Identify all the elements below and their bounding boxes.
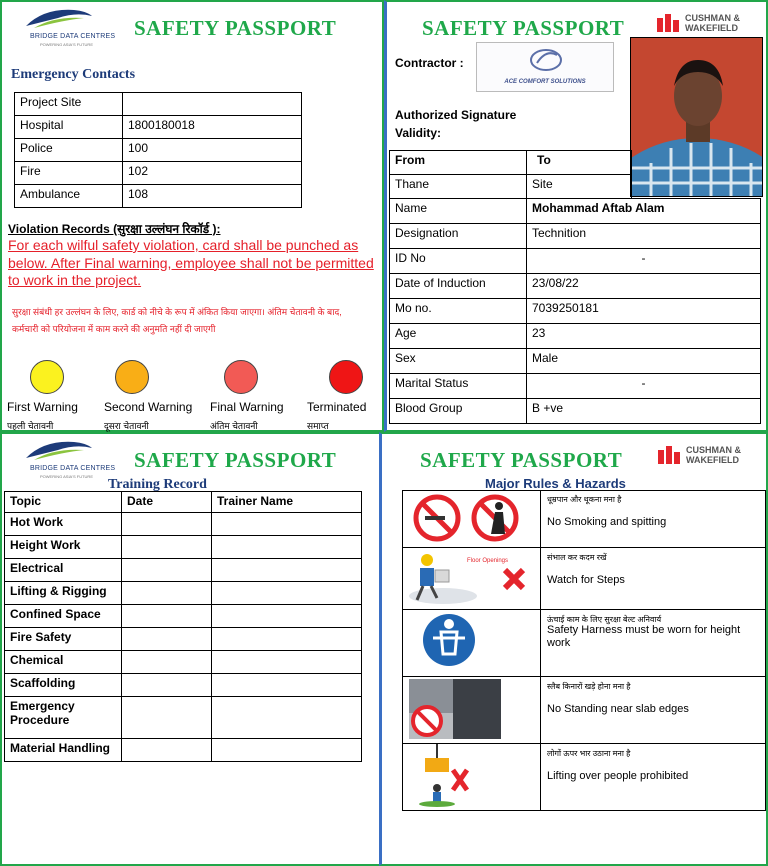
slab-edge-icon [403, 677, 541, 743]
svg-text:Floor Openings: Floor Openings [467, 558, 509, 564]
personal-label: Age [390, 324, 527, 349]
personal-panel [384, 0, 768, 432]
emergency-value: 100 [123, 139, 302, 162]
no-smoking-no-spitting-icon [403, 490, 541, 547]
rule-hindi: ऊंचाई काम के लिए सुरक्षा बेल्ट अनिवार्य [547, 615, 662, 624]
rule-hindi: लोगों ऊपर भार उठाना मना है [547, 749, 631, 758]
emergency-label: Ambulance [15, 185, 123, 208]
personal-row [390, 199, 761, 224]
training-topic: Confined Space [5, 605, 122, 628]
training-topic: Material Handling [5, 739, 122, 762]
rule-hindi: संभाल कर कदम रखें [547, 553, 607, 562]
warning-circle [115, 360, 149, 394]
emergency-label: Project Site [15, 93, 123, 116]
personal-label: Name [390, 199, 527, 224]
cushman-wakefield-logo: CUSHMAN & WAKEFIELD [658, 444, 750, 466]
warning-circle [329, 360, 363, 394]
training-date-cell[interactable] [122, 605, 212, 628]
training-trainer-cell[interactable] [212, 582, 362, 605]
training-trainer-cell[interactable] [212, 674, 362, 697]
training-topic: Fire Safety [5, 628, 122, 651]
emergency-row [15, 116, 302, 139]
violation-hindi: सुरक्षा संबंधी हर उल्लंघन के लिए, कार्ड को नीचे के रूप में अंकित किया जाएगा। अंतिम चेतावनी के बाद, कर्मचारी को परियोजना में काम करने की अनुमति नहीं दी जाएगी [12, 307, 342, 334]
training-heading: Training Record [108, 477, 207, 492]
rule-english: No Smoking and spitting [547, 516, 667, 528]
rule-row [402, 610, 766, 677]
personal-table [389, 150, 761, 424]
training-row [5, 697, 362, 739]
to-label: To [527, 151, 632, 175]
emergency-table [14, 92, 302, 208]
training-trainer-cell[interactable] [212, 697, 362, 739]
training-row [5, 674, 362, 697]
training-trainer-cell[interactable] [212, 628, 362, 651]
training-trainer-cell[interactable] [212, 651, 362, 674]
personal-label: ID No [390, 249, 527, 274]
validity-label: Validity: [395, 126, 442, 140]
from-value: Thane [390, 175, 527, 199]
training-row [5, 559, 362, 582]
rule-english: No Standing near slab edges [547, 703, 689, 715]
personal-value: Mohammad Aftab Alam [527, 199, 761, 224]
personal-row [390, 299, 761, 324]
training-row [5, 739, 362, 762]
personal-label: Sex [390, 349, 527, 374]
rule-row [402, 677, 766, 744]
warning-label: First Warning [7, 400, 78, 414]
training-row [5, 582, 362, 605]
training-date-cell[interactable] [122, 651, 212, 674]
authorized-signature-label: Authorized Signature [395, 108, 517, 122]
warning-hindi-label: समाप्त [307, 421, 329, 431]
personal-label: Designation [390, 224, 527, 249]
personal-value: Male [527, 349, 761, 374]
personal-value: 23/08/22 [527, 274, 761, 299]
rule-hindi: धूम्रपान और थूकना मना है [547, 495, 622, 504]
bdc-logo: BRIDGE DATA CENTRES POWERING ASIA'S FUTURE [16, 6, 106, 46]
violation-text: For each wilful safety violation, card shall be punched as below. After Final warning, employee shall not be permitted to work in the project. [8, 237, 374, 288]
floor-opening-icon [403, 548, 541, 609]
emergency-panel [0, 0, 384, 432]
training-table [4, 491, 362, 762]
emergency-row [15, 185, 302, 208]
training-topic: Height Work [5, 536, 122, 559]
personal-row [390, 274, 761, 299]
emergency-row [15, 162, 302, 185]
training-topic: Hot Work [5, 513, 122, 536]
training-trainer-cell[interactable] [212, 739, 362, 762]
personal-label: Blood Group [390, 399, 527, 424]
emergency-value: 102 [123, 162, 302, 185]
personal-value: B +ve [527, 399, 761, 424]
from-label: From [390, 151, 527, 175]
training-topic: Emergency Procedure [5, 697, 122, 739]
warning-hindi-label: अंतिम चेतावनी [210, 421, 258, 431]
emergency-label: Police [15, 139, 123, 162]
warning-circle [30, 360, 64, 394]
training-row [5, 513, 362, 536]
training-date-cell[interactable] [122, 559, 212, 582]
suspended-load-icon [403, 744, 541, 810]
rule-english: Watch for Steps [547, 574, 625, 586]
emergency-heading: Emergency Contacts [11, 67, 136, 82]
page-title: SAFETY PASSPORT [134, 16, 337, 40]
training-topic: Lifting & Rigging [5, 582, 122, 605]
rule-row [402, 548, 766, 610]
training-date-cell[interactable] [122, 513, 212, 536]
emergency-value [123, 93, 302, 116]
page-title: SAFETY PASSPORT [134, 448, 337, 472]
training-trainer-cell[interactable] [212, 536, 362, 559]
personal-row [390, 374, 761, 399]
personal-value: - [527, 374, 761, 399]
personal-row [390, 324, 761, 349]
page-title: SAFETY PASSPORT [422, 16, 625, 40]
topic-header: Topic [5, 492, 122, 513]
harness-icon [403, 610, 541, 676]
personal-row [390, 399, 761, 424]
page-title: SAFETY PASSPORT [420, 448, 623, 472]
personal-value: 23 [527, 324, 761, 349]
date-header: Date [122, 492, 212, 513]
training-topic: Scaffolding [5, 674, 122, 697]
ace-logo-icon [529, 47, 563, 73]
training-date-cell[interactable] [122, 536, 212, 559]
violation-heading: Violation Records (सुरक्षा उल्लंघन रिकॉर्ड ): [8, 222, 221, 236]
training-trainer-cell[interactable] [212, 559, 362, 582]
training-date-cell[interactable] [122, 582, 212, 605]
personal-label: Date of Induction [390, 274, 527, 299]
emergency-label: Fire [15, 162, 123, 185]
warning-label: Final Warning [210, 400, 284, 414]
training-trainer-cell[interactable] [212, 513, 362, 536]
personal-value: Technition [527, 224, 761, 249]
training-topic: Chemical [5, 651, 122, 674]
contractor-logo: ACE COMFORT SOLUTIONS [476, 42, 614, 92]
warning-circle [224, 360, 258, 394]
to-value: Site [527, 175, 632, 199]
personal-row [390, 349, 761, 374]
personal-value: - [527, 249, 761, 274]
rules-panel [379, 432, 768, 866]
personal-value: 7039250181 [527, 299, 761, 324]
rule-row [402, 490, 766, 548]
training-trainer-cell[interactable] [212, 605, 362, 628]
training-row [5, 605, 362, 628]
emergency-value: 1800180018 [123, 116, 302, 139]
contractor-label: Contractor : [395, 56, 464, 70]
bdc-logo: BRIDGE DATA CENTRES POWERING ASIA'S FUTURE [16, 438, 106, 478]
training-panel [0, 432, 381, 866]
training-date-cell[interactable] [122, 739, 212, 762]
rule-english: Safety Harness must be worn for height work [547, 624, 741, 649]
rule-hindi: स्लैब किनारों खड़े होना मना है [547, 682, 631, 691]
personal-label: Marital Status [390, 374, 527, 399]
emergency-row [15, 139, 302, 162]
training-row [5, 651, 362, 674]
warning-label: Second Warning [104, 400, 193, 414]
rule-row [402, 744, 766, 811]
personal-row [390, 249, 761, 274]
rules-heading: Major Rules & Hazards [485, 476, 626, 491]
training-row [5, 628, 362, 651]
trainer-header: Trainer Name [212, 492, 362, 513]
rule-english: Lifting over people prohibited [547, 770, 689, 782]
personal-row [390, 224, 761, 249]
warning-hindi-label: दूसरा चेतावनी [104, 421, 149, 431]
emergency-label: Hospital [15, 116, 123, 139]
personal-label: Mo no. [390, 299, 527, 324]
warning-hindi-label: पहली चेतावनी [7, 421, 54, 431]
emergency-row [15, 93, 302, 116]
cushman-wakefield-logo: CUSHMAN & WAKEFIELD [657, 12, 749, 34]
training-row [5, 536, 362, 559]
training-date-cell[interactable] [122, 628, 212, 651]
training-date-cell[interactable] [122, 697, 212, 739]
training-topic: Electrical [5, 559, 122, 582]
training-date-cell[interactable] [122, 674, 212, 697]
warning-label: Terminated [307, 400, 367, 414]
emergency-value: 108 [123, 185, 302, 208]
